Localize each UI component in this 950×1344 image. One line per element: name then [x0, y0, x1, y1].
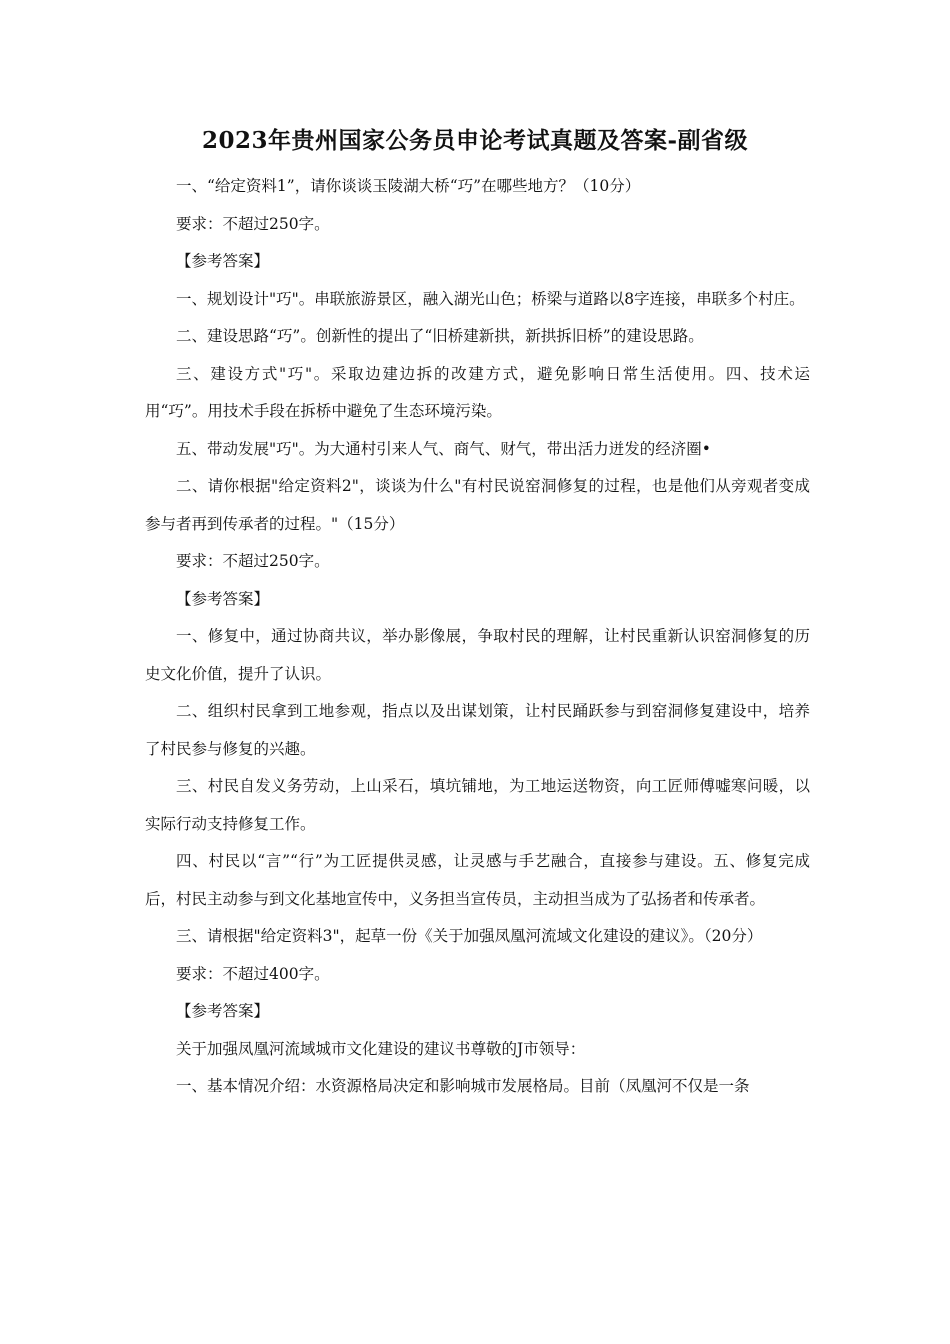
- requirement-1: 要求：不超过250字。: [176, 214, 330, 233]
- answer-2-point-4-5: 四、村民以“言”“行”为工匠提供灵感，让灵感与手艺融合，直接参与建设。五、修复完成后，村民主动参与到文化基地宣传中，义务担当宣传员，主动担当成为了弘扬者和传承者。: [145, 852, 810, 908]
- answer-3-salutation: 关于加强凤凰河流域城市文化建设的建议书尊敬的J市领导：: [176, 1039, 586, 1058]
- question-3: 三、请根据"给定资料3"，起草一份《关于加强凤凰河流域文化建设的建议》。（20分）: [176, 927, 763, 945]
- answer-1-point-2: 二、建设思路“巧”。创新性的提出了“旧桥建新拱，新拱拆旧桥”的建设思路。: [176, 327, 704, 345]
- answer-1-point-3-4: 三、建设方式"巧"。采取边建边拆的改建方式，避免影响日常生活使用。四、技术运用“巧”。用技术手段在拆桥中避免了生态环境污染。: [145, 364, 810, 420]
- answer-heading-1: 【参考答案】: [176, 252, 270, 270]
- answer-1-point-1: 一、规划设计"巧"。串联旅游景区，融入湖光山色；桥梁与道路以8字连接，串联多个村庄。: [176, 289, 805, 308]
- requirement-2: 要求：不超过250字。: [176, 552, 330, 570]
- answer-1-point-5: 五、带动发展"巧"。为大通村引来人气、商气、财气，带出活力迸发的经济圈•: [176, 439, 711, 458]
- question-2: 二、请你根据"给定资料2"，谈谈为什么"有村民说窑洞修复的过程，也是他们从旁观者变成参与者再到传承者的过程。"（15分）: [145, 477, 810, 533]
- answer-2-point-2: 二、组织村民拿到工地参观，指点以及出谋划策，让村民踊跃参与到窑洞修复建设中，培养了村民参与修复的兴趣。: [145, 702, 810, 758]
- requirement-3: 要求：不超过400字。: [176, 964, 330, 983]
- answer-2-point-1: 一、修复中，通过协商共议，举办影像展，争取村民的理解，让村民重新认识窑洞修复的历史文化价值，提升了认识。: [145, 627, 810, 683]
- answer-heading-3: 【参考答案】: [176, 1002, 270, 1020]
- document-title: 2023年贵州国家公务员申论考试真题及答案-副省级: [201, 127, 749, 154]
- answer-3-point-1: 一、基本情况介绍：水资源格局决定和影响城市发展格局。目前（凤凰河不仅是一条: [176, 1077, 750, 1095]
- answer-heading-2: 【参考答案】: [176, 589, 270, 608]
- question-1: 一、“给定资料1”，请你谈谈玉陵湖大桥“巧”在哪些地方？（10分）: [176, 177, 641, 195]
- document-body: [145, 168, 810, 1106]
- answer-2-point-3: 三、村民自发义务劳动，上山采石，填坑铺地，为工地运送物资，向工匠师傅嘘寒问暖，以实际行动支持修复工作。: [145, 777, 810, 833]
